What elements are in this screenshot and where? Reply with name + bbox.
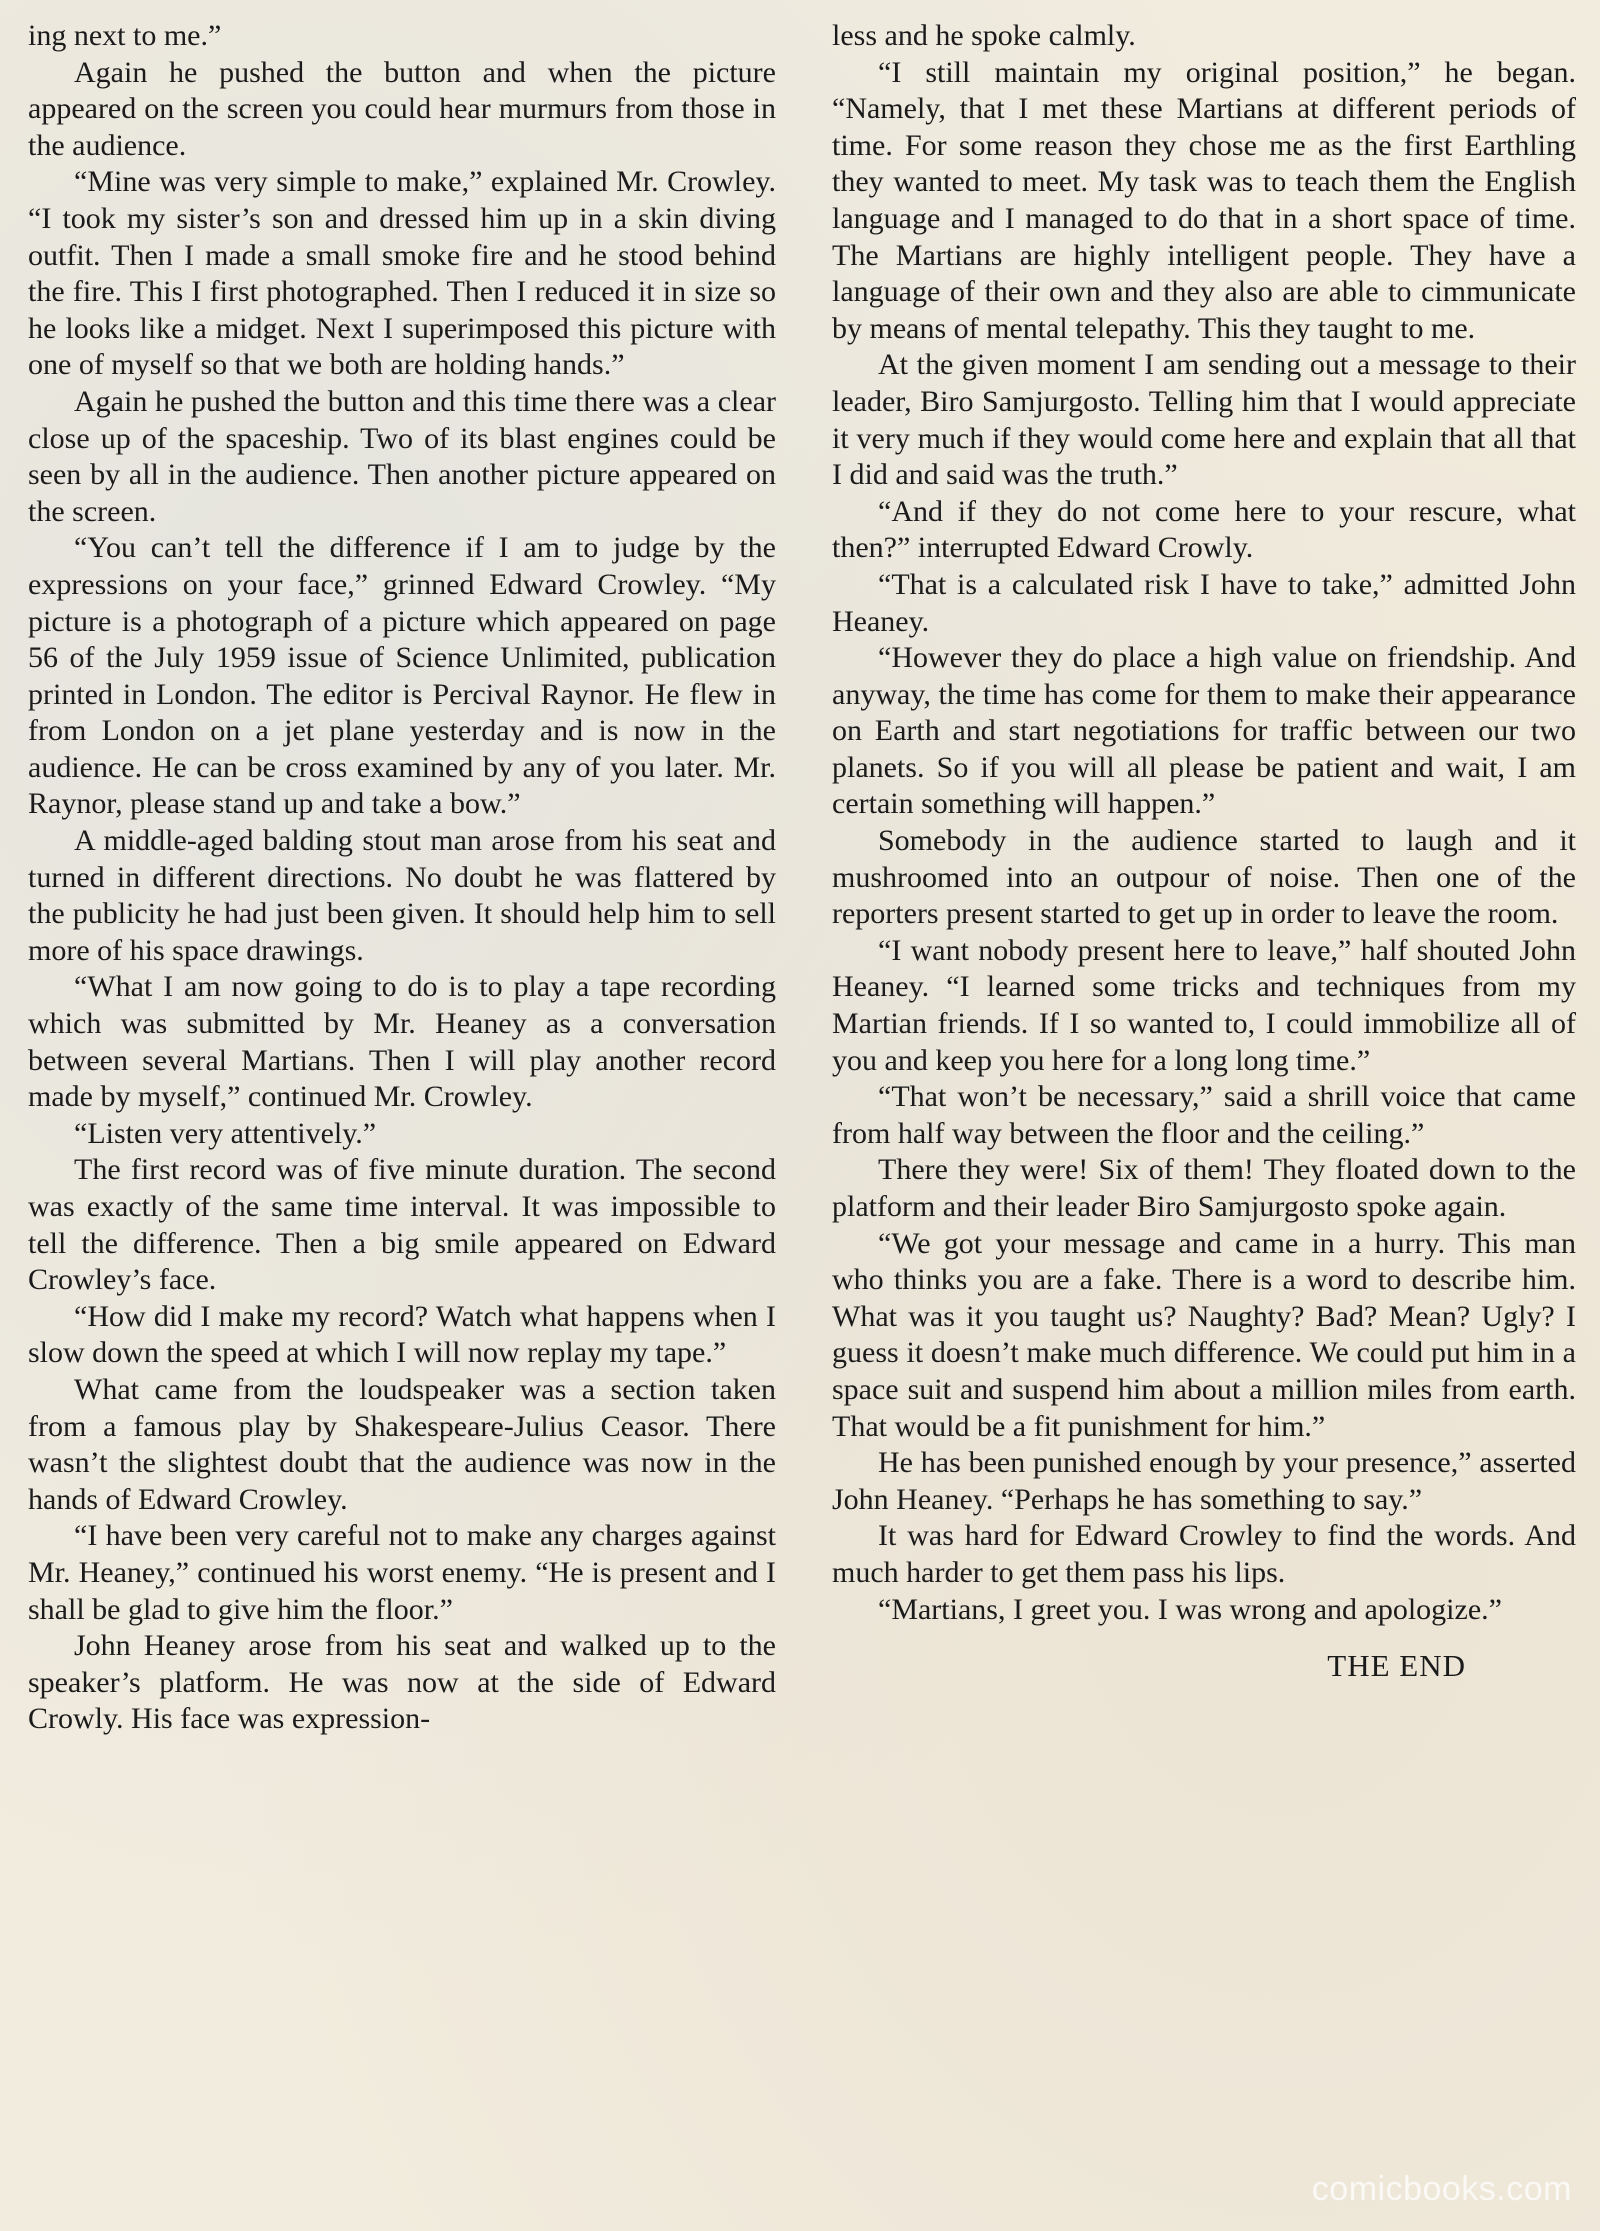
paragraph: less and he spoke calmly. (832, 19, 1136, 52)
paragraph: There they were! Six of them! They floated down to the platform and their leader Biro Samjurgosto spoke again. (832, 1153, 1576, 1223)
paragraph: Again he pushed the button and this time there was a clear close up of the spaceship. Two of its blast engines could be seen by all in the audience. Then another picture appeared on the screen. (28, 384, 776, 528)
paragraph: “I want nobody present here to leave,” half shouted John Heaney. “I learned some tricks and techniques from my Martian friends. If I so wanted to, I could immobilize all of you and keep you here for a long long time.” (832, 933, 1576, 1077)
paragraph: “I have been very careful not to make any charges against Mr. Heaney,” continued his worst enemy. “He is present and I shall be glad to give him the floor.” (28, 1519, 776, 1626)
paragraph: “We got your message and came in a hurry. This man who thinks you are a fake. There is a word to describe him. What was it you taught us? Naughty? Bad? Mean? Ugly? I guess it doesn’t make much difference. We could put him in a space suit and suspend him about a million miles from earth. That would be a fit punishment for him.” (832, 1226, 1576, 1443)
paragraph: “How did I make my record? Watch what happens when I slow down the speed at which I will now replay my tape.” (28, 1299, 776, 1370)
left-text-column (28, 18, 776, 1738)
paragraph: “Martians, I greet you. I was wrong and apologize.” (878, 1592, 1502, 1626)
paragraph: A middle-aged balding stout man arose from his seat and turned in different directions. No doubt he was flattered by the publicity he had just been given. It should help him to sell more of his space drawings. (28, 824, 776, 967)
paragraph: “Mine was very simple to make,” explained Mr. Crowley. “I took my sister’s son and dressed him up in a skin diving outfit. Then I made a small smoke fire and he stood behind the fire. This I first photographed. Then I reduced it in size so he looks like a midget. Next I superimposed this picture with one of myself so that we both are holding hands.” (28, 165, 776, 382)
paragraph: The first record was of five minute duration. The second was exactly of the same time interval. It was impossible to tell the difference. Then a big smile appeared on Edward Crowley’s face. (28, 1153, 776, 1297)
right-text-column (832, 18, 1576, 1685)
paragraph: Again he pushed the button and when the picture appeared on the screen you could hear murmurs from those in the audience. (28, 55, 776, 162)
paragraph: He has been punished enough by your presence,” asserted John Heaney. “Perhaps he has something to say.” (832, 1446, 1576, 1516)
paragraph: “And if they do not come here to your rescure, what then?” interrupted Edward Crowly. (832, 494, 1576, 565)
paragraph: ing next to me.” (28, 19, 222, 52)
the-end-label: THE END (1327, 1648, 1466, 1684)
paragraph: At the given moment I am sending out a message to their leader, Biro Samjurgosto. Telling him that I would appreciate it very much if they would come here and explain that all that I did and said was the truth.” (832, 348, 1576, 492)
paragraph: John Heaney arose from his seat and walked up to the speaker’s platform. He was now at the side of Edward Crowly. His face was expression- (28, 1629, 776, 1736)
paragraph: “I still maintain my original position,” he began. “Namely, that I met these Martians at different periods of time. For some reason they chose me as the first Earthling they wanted to meet. My task was to teach them the English language and I managed to do that in a short space of time. The Martians are highly intelligent people. They have a language of their own and they also are able to cimmunicate by means of mental telepathy. This they taught to me. (832, 55, 1576, 345)
paragraph: “However they do place a high value on friendship. And anyway, the time has come for them to make their appearance on Earth and start negotiations for traffic between our two planets. So if you will all please be patient and wait, I am certain something will happen.” (832, 641, 1576, 821)
paragraph: “That won’t be necessary,” said a shrill voice that came from half way between the floor and the ceiling.” (832, 1080, 1576, 1150)
paragraph: “What I am now going to do is to play a tape recording which was submitted by Mr. Heaney as a conversation between several Martians. Then I will play another record made by myself,” continued Mr. Crowley. (28, 970, 776, 1114)
paragraph: What came from the loudspeaker was a section taken from a famous play by Shakespeare-Julius Ceasor. There wasn’t the slightest doubt that the audience was now in the hands of Edward Crowley. (28, 1372, 776, 1516)
paragraph: It was hard for Edward Crowley to find the words. And much harder to get them pass his lips. (832, 1519, 1576, 1589)
paragraph: “That is a calculated risk I have to take,” admitted John Heaney. (832, 567, 1576, 638)
paragraph: “You can’t tell the difference if I am to judge by the expressions on your face,” grinned Edward Crowley. “My picture is a photograph of a picture which appeared on page 56 of the July 1959 issue of Science Unlimited, publication printed in London. The editor is Percival Raynor. He flew in from London on a jet plane yesterday and is now in the audience. He can be cross examined by any of you later. Mr. Raynor, please stand up and take a bow.” (28, 531, 776, 821)
paragraph: Somebody in the audience started to laugh and it mushroomed into an outpour of noise. Then one of the reporters present started to get up in order to leave the room. (832, 824, 1576, 931)
paragraph: “Listen very attentively.” (74, 1116, 377, 1150)
watermark-text: comicbooks.com (1311, 2170, 1572, 2208)
